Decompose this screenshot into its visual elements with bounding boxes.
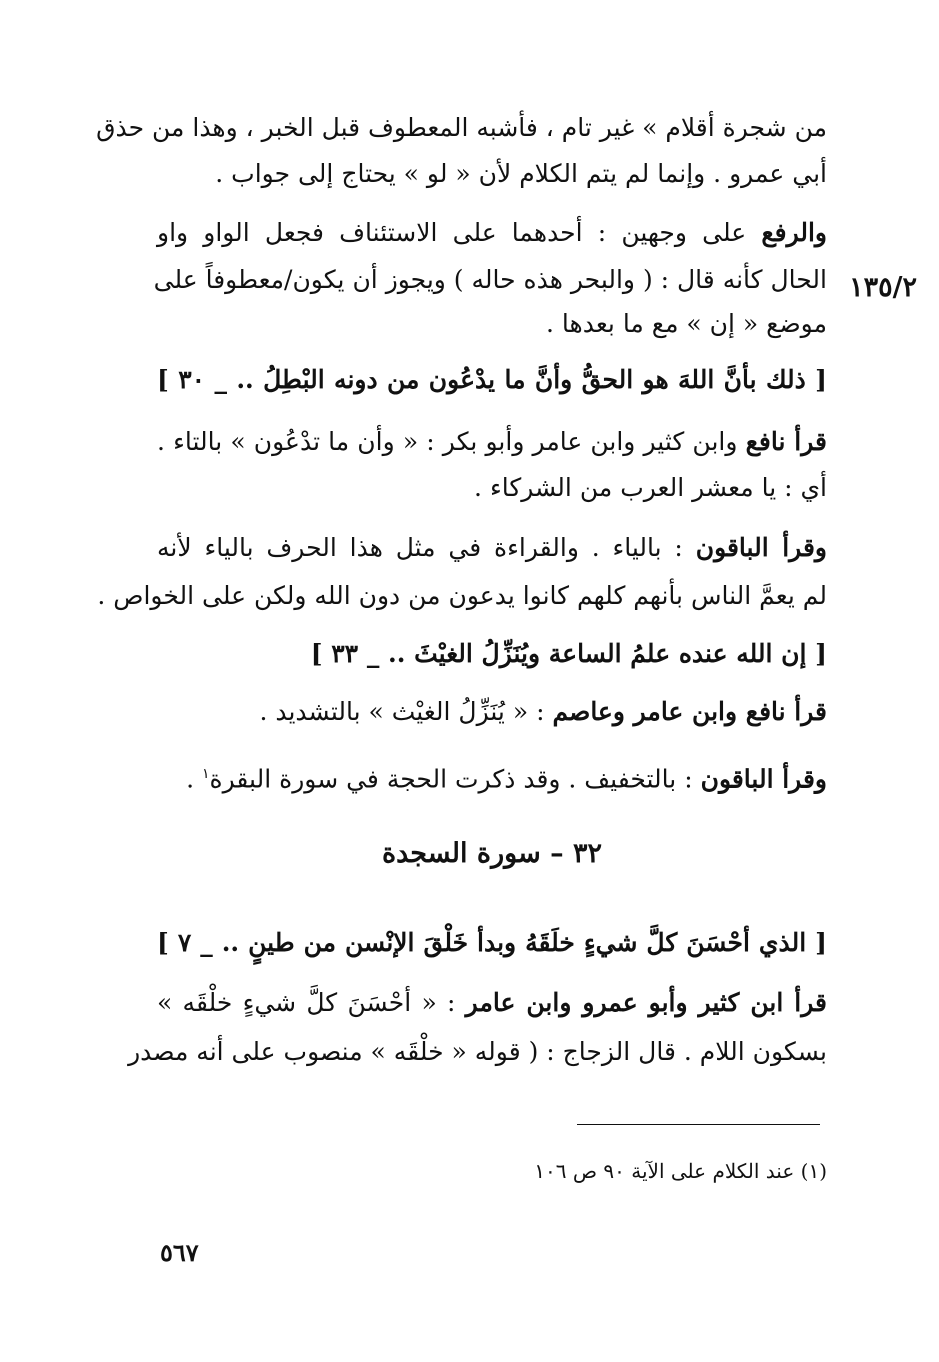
- text-line-13-body: : بالتخفيف . وقد ذكرت الحجة في سورة البقرة: [209, 764, 701, 794]
- text-line-16: [157, 985, 827, 1021]
- text-line-2-body: أبي عمرو . وإنما لم يتم الكلام لأن « لو » يحتاج إلى جواب .: [215, 159, 827, 188]
- text-line-7-body: وابن كثير وابن عامر وأبو بكر : « وأن ما تدْعُون » بالتاء .: [157, 427, 746, 456]
- text-line-3-lead: والرفع: [761, 218, 827, 247]
- text-line-5-body: موضع « إن » مع ما بعدها .: [546, 309, 827, 338]
- text-line-1-body: من شجرة أقلام » غير تام ، فأشبه المعطوف قبل الخبر ، وهذا من حذق: [96, 113, 827, 142]
- text-line-12-body: : « يُنَزِّلُ الغيْث » بالتشديد .: [259, 697, 553, 726]
- text-line-9-lead: وقرأ الباقون: [695, 533, 828, 562]
- text-line-12-lead: قرأ نافع وابن عامر وعاصم: [552, 697, 827, 726]
- text-line-9: [157, 530, 827, 566]
- verse-heading-30: [157, 362, 827, 398]
- verse-heading-30-text: [ ذلك بأنَّ اللهَ هو الحقُّ وأنَّ ما يدْعُون من دونه البْطِلُ .. _ ٣٠ ]: [157, 365, 827, 394]
- text-line-4: [153, 262, 827, 298]
- text-line-7-lead: قرأ نافع: [745, 427, 827, 456]
- text-line-10: [97, 578, 827, 614]
- verse-heading-33: [157, 636, 827, 672]
- text-line-13: [157, 756, 827, 797]
- text-line-8-body: أي : يا معشر العرب من الشركاء .: [474, 473, 827, 502]
- text-line-13-tail: .: [186, 764, 202, 794]
- text-line-12: [157, 694, 827, 730]
- margin-reference: ١٣٥/٢: [849, 272, 917, 303]
- text-line-16-body: : « أحْسَنَ كلَّ شيءٍ خلْقَه »: [157, 988, 466, 1017]
- text-line-4-body: الحال كأنه قال : ( والبحر هذه حاله ) ويجوز أن يكون/معطوفاً على: [153, 265, 827, 294]
- text-line-8: [157, 470, 827, 506]
- verse-heading-7: [157, 925, 827, 961]
- text-line-1: [96, 110, 827, 146]
- text-line-2: [157, 156, 827, 192]
- text-line-9-body: : بالياء . والقراءة في مثل هذا الحرف بالياء لأنه: [157, 533, 696, 562]
- text-line-7: [157, 424, 827, 460]
- footnote: (١) عند الكلام على الآية ٩٠ ص ١٠٦: [534, 1159, 827, 1183]
- verse-heading-33-text: [ إن الله عنده علمُ الساعة ويُنَزِّلُ الغيْثَ .. _ ٣٣ ]: [310, 639, 827, 668]
- verse-heading-7-text: [ الذي أحْسَنَ كلَّ شيءٍ خلَقَهُ وبدأ خَلْقَ الإنْسن من طينٍ .. _ ٧ ]: [157, 928, 827, 957]
- text-line-17-body: بسكون اللام . قال الزجاج : ( قوله « خلْقَه » منصوب على أنه مصدر: [128, 1037, 827, 1066]
- text-line-16-lead: قرأ ابن كثير وأبو عمرو وابن عامر: [465, 988, 827, 1017]
- text-line-13-lead: وقرأ الباقون: [700, 764, 827, 794]
- surah-title: [157, 836, 827, 872]
- surah-title-text: ٣٢ – سورة السجدة: [381, 838, 603, 869]
- text-line-5: [157, 306, 827, 342]
- text-line-10-body: لم يعمَّ الناس بأنهم كلهم كانوا يدعون من دون الله ولكن على الخواص .: [97, 581, 827, 610]
- text-line-3: [157, 215, 827, 251]
- page-number: ٥٦٧: [160, 1238, 199, 1267]
- footnote-divider: [577, 1124, 820, 1125]
- text-line-17: [128, 1034, 827, 1070]
- text-line-3-body: على وجهين : أحدهما على الاستئناف فجعل الواو واو: [157, 218, 762, 247]
- footnote-marker: ١: [201, 766, 210, 782]
